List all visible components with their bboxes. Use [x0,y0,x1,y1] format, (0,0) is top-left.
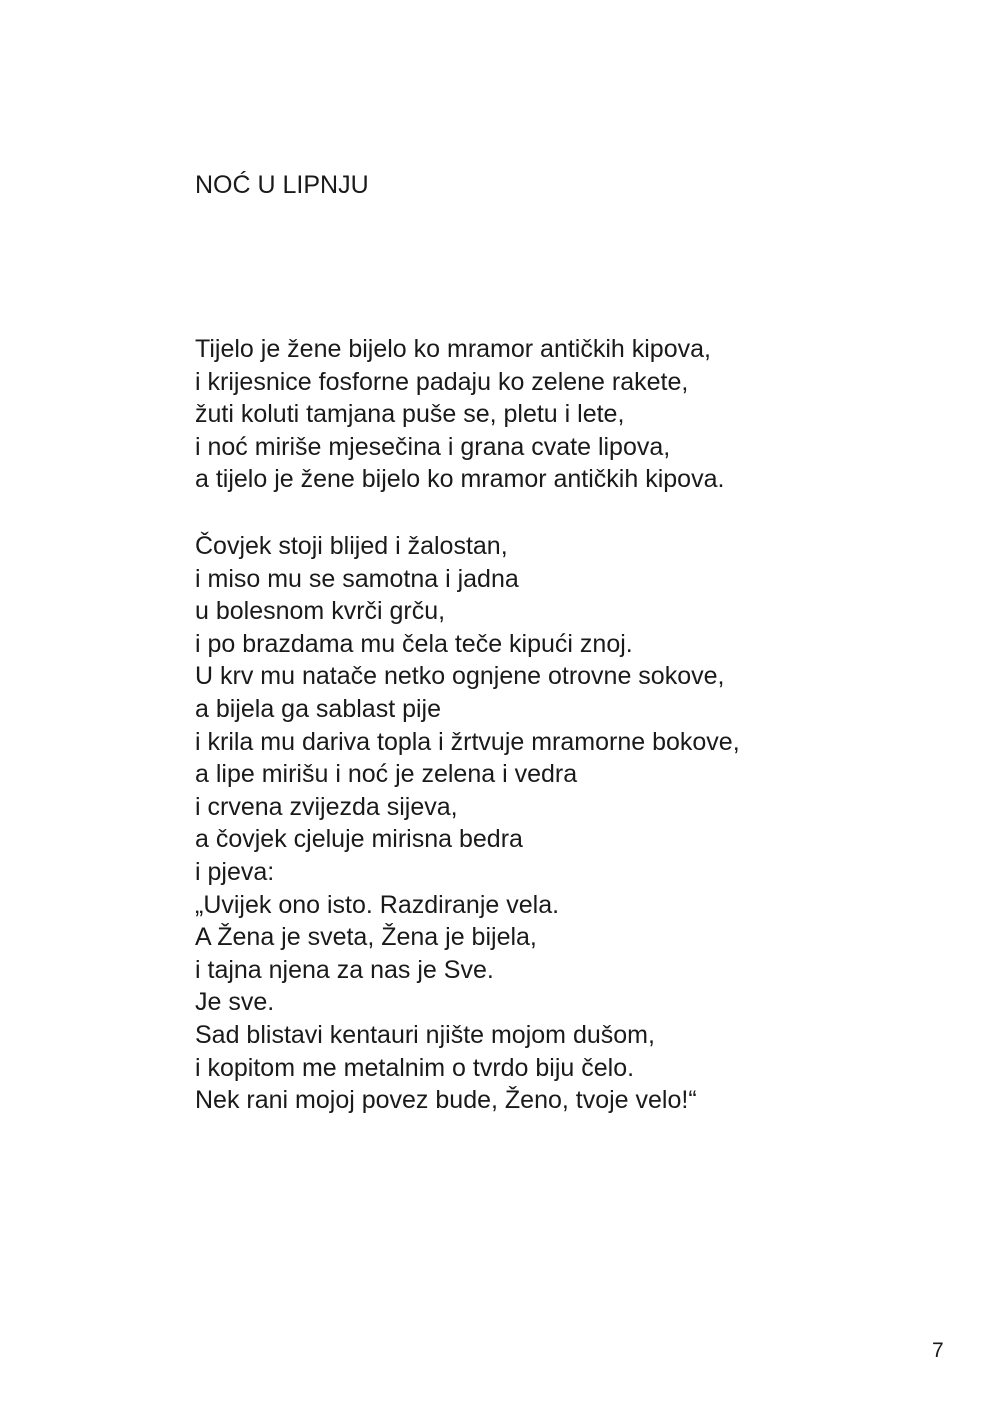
verse-line: i pjeva: [195,857,275,886]
verse-line: a tijelo je žene bijelo ko mramor antičkih kipova. [195,465,725,494]
verse-line: žuti koluti tamjana puše se, pletu i lete, [195,400,625,429]
verse-line: u bolesnom kvrči grču, [195,597,446,626]
verse-line: Tijelo je žene bijelo ko mramor antičkih kipova, [195,335,711,363]
poem-title: NOĆ U LIPNJU [195,171,369,199]
verse-line: Nek rani mojoj povez bude, Ženo, tvoje velo!“ [195,1086,697,1115]
verse-line: U krv mu natače netko ognjene otrovne sokove, [195,662,725,691]
verse-line: a čovjek cjeluje mirisna bedra [195,825,523,854]
verse-line: i kopitom me metalnim o tvrdo biju čelo. [195,1053,635,1082]
verse-line: Sad blistavi kentauri njište mojom dušom, [195,1020,655,1049]
stanza-2 [195,530,740,1117]
verse-line: Čovjek stoji blijed i žalostan, [195,532,508,560]
verse-line: A Žena je sveta, Žena je bijela, [195,923,537,952]
verse-line: i miso mu se samotna i jadna [195,564,519,593]
verse-line: i tajna njena za nas je Sve. [195,955,494,984]
verse-line: a bijela ga sablast pije [195,694,441,723]
verse-line: i po brazdama mu čela teče kipući znoj. [195,629,633,658]
stanza-1 [195,333,724,496]
verse-line: i crvena zvijezda sijeva, [195,792,458,821]
verse-line: a lipe mirišu i noć je zelena i vedra [195,760,578,789]
verse-line: „Uvijek ono isto. Razdiranje vela. [195,890,560,919]
verse-line: i krijesnice fosforne padaju ko zelene rakete, [195,367,689,396]
verse-line: i krila mu dariva topla i žrtvuje mramorne bokove, [195,727,740,756]
verse-line: Je sve. [195,988,275,1017]
verse-line: i noć miriše mjesečina i grana cvate lipova, [195,432,671,461]
page-number: 7 [932,1339,944,1362]
